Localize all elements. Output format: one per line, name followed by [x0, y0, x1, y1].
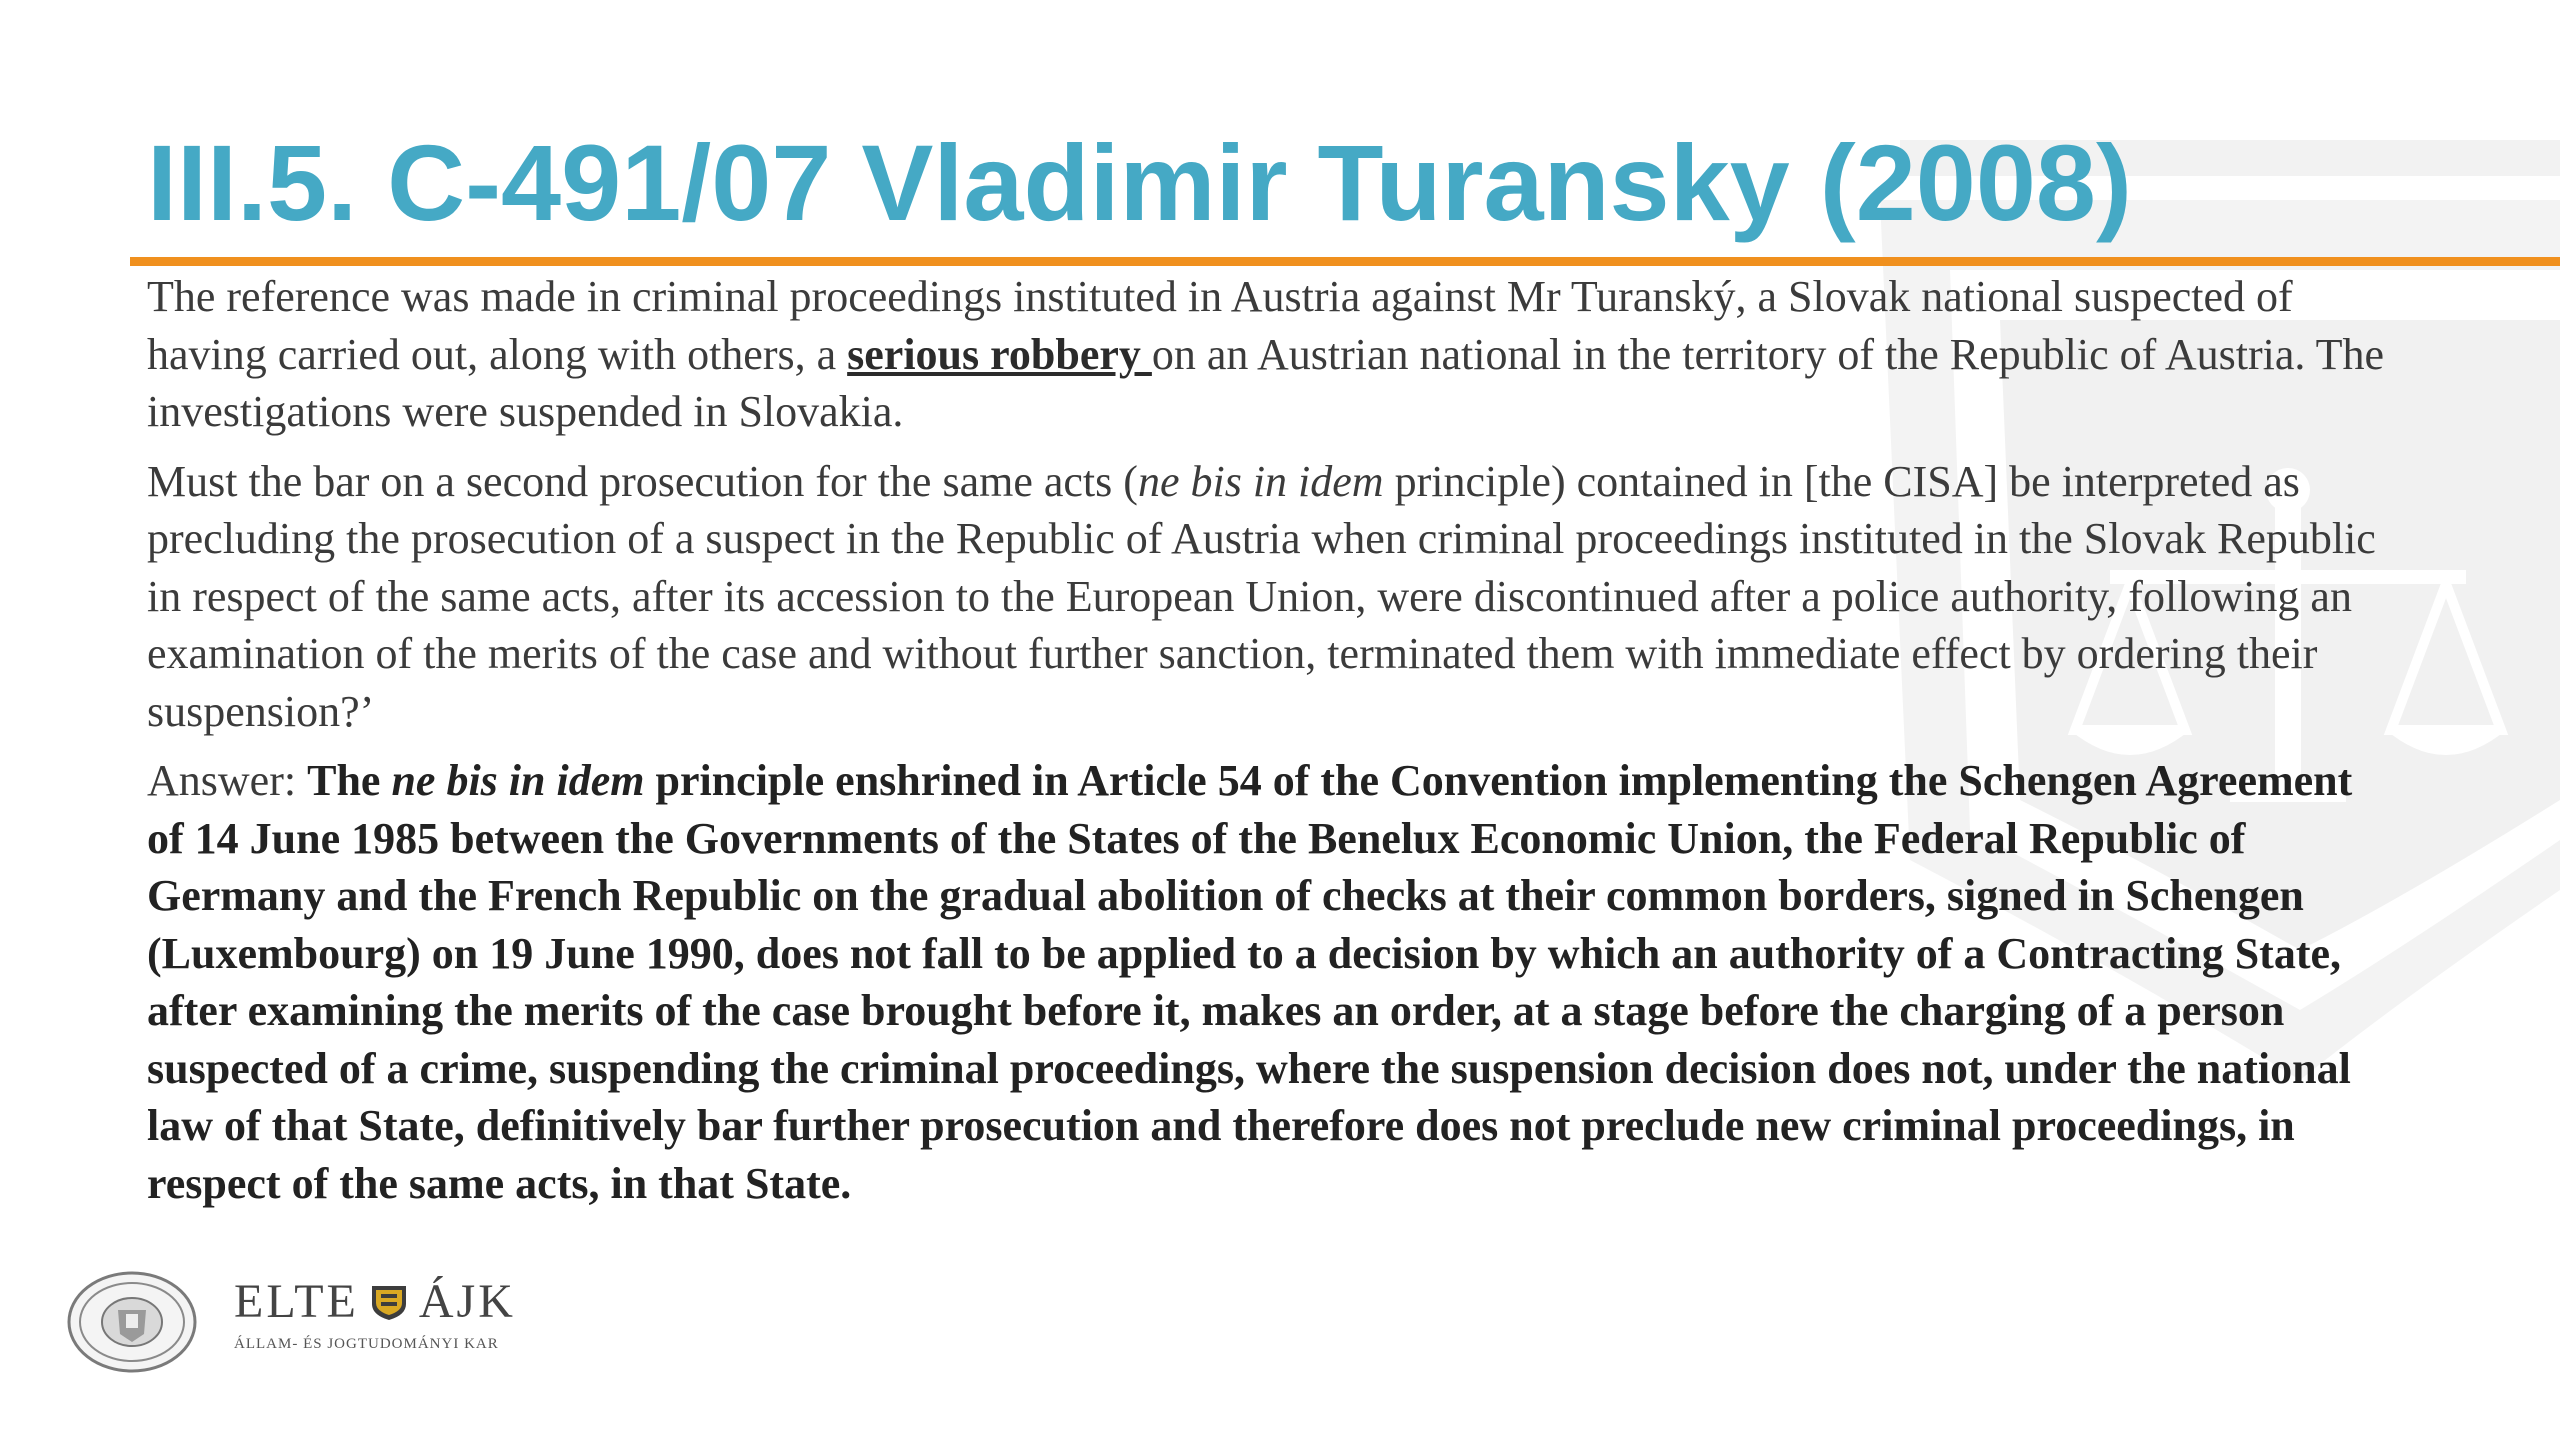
slide-content	[147, 268, 2387, 1224]
serious-robbery-emphasis: serious robbery	[847, 329, 1152, 379]
answer-label: Answer:	[147, 756, 308, 805]
logo-ajk: ÁJK	[418, 1275, 516, 1328]
slide-title: III.5. C-491/07 Vladimir Turansky (2008)	[147, 122, 2132, 243]
logo-elte: ELTE	[234, 1275, 359, 1328]
paragraph-question	[147, 453, 2387, 741]
elte-ajk-logo	[66, 1270, 606, 1380]
answer-text-end: principle enshrined in Article 54 of the Convention implementing the Schengen Agreement of 14 June 1985 between the Governments of the States of the Benelux Economic Union, the Federal Republic of Germany and the French Republic on the gradual abolition of checks at their common borders, signed in Schengen (Luxembourg) on 19 June 1990, does not fall to be applied to a decision by which an authority of a Contracting State, after examining the merits of the case brought before it, makes an order, at a stage before the charging of a person suspected of a crime, suspending the criminal proceedings, where the suspension decision does not, under the national law of that State, definitively bar further prosecution and therefore does not preclude new criminal proceedings, in respect of the same acts, in that State.	[147, 756, 2353, 1208]
question-text-end: principle) contained in [the CISA] be interpreted as precluding the prosecution of a suspect in the Republic of Austria when criminal proceedings instituted in the Slovak Republic in respect of the same acts, after its accession to the European Union, were discontinued after a police authority, following an examination of the merits of the case and without further sanction, terminated them with immediate effect by ordering their suspension?’	[147, 456, 2376, 736]
answer-body	[147, 756, 2352, 1208]
logo-subtitle: ÁLLAM- ÉS JOGTUDOMÁNYI KAR	[234, 1336, 499, 1352]
answer-text-start: The	[307, 756, 392, 805]
logo-wordmark	[234, 1274, 516, 1334]
paragraph-answer	[147, 752, 2387, 1212]
question-ne-bis-in-idem: ne bis in idem	[1137, 456, 1384, 506]
crest-icon	[369, 1282, 409, 1322]
reference-text-end: on an Austrian national in the territory of the Republic of Austria. The investigations were suspended in Slovakia.	[147, 329, 2385, 436]
university-seal-icon	[66, 1270, 198, 1374]
title-divider	[130, 257, 2560, 266]
paragraph-reference	[147, 268, 2387, 441]
reference-text-start: The reference was made in criminal proceedings instituted in Austria against Mr Turanský, a Slovak national suspected of having carried out, along with others, a	[147, 272, 2293, 379]
answer-ne-bis-in-idem: ne bis in idem	[391, 756, 645, 805]
question-text-start: Must the bar on a second prosecution for the same acts (	[147, 456, 1138, 506]
